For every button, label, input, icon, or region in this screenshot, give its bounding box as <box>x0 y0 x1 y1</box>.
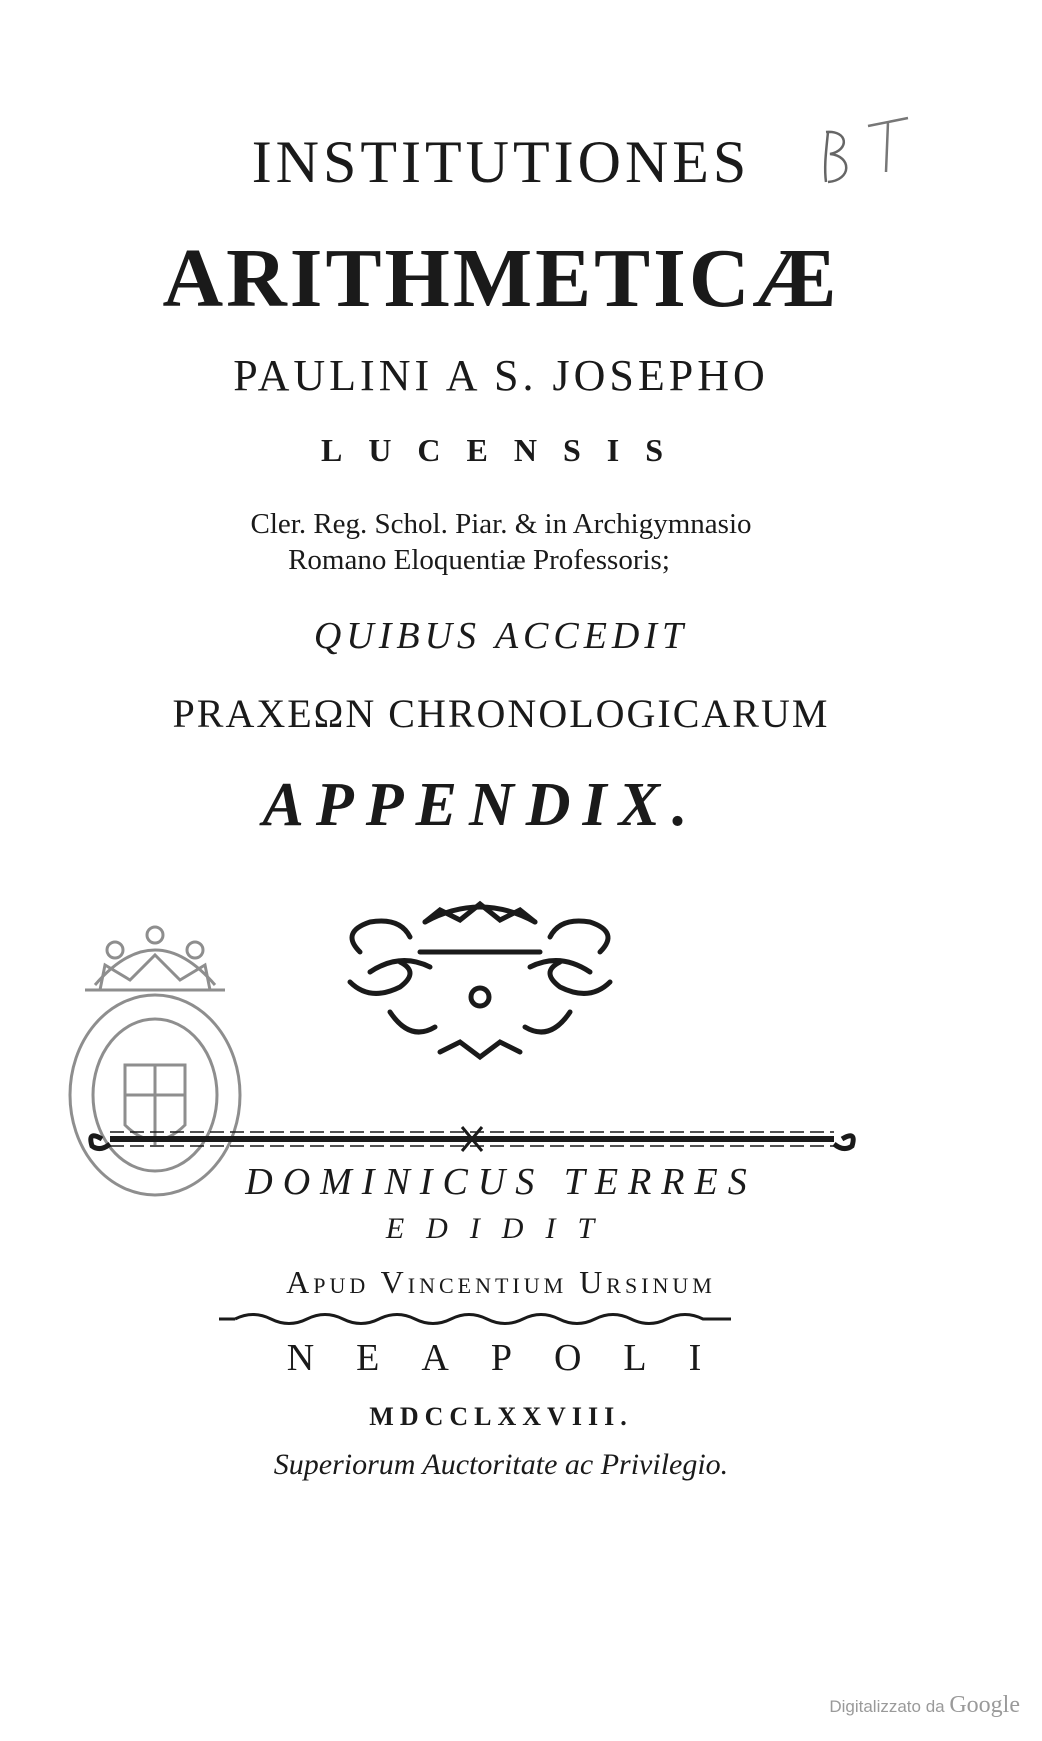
affiliation-line-1: Cler. Reg. Schol. Piar. & in Archigymnasio <box>250 508 752 540</box>
accedit-line: QUIBUS ACCEDIT <box>313 615 689 657</box>
author-line: PAULINI A S. JOSEPHO <box>233 351 769 400</box>
printers-ornament <box>330 892 630 1072</box>
year-line: MDCCLXXVIII. <box>369 1402 633 1431</box>
decorative-rule-small <box>215 1310 735 1328</box>
library-seal-stamp <box>55 895 255 1205</box>
digitization-watermark <box>829 1692 1020 1719</box>
appendix-line: APPENDIX. <box>262 771 700 839</box>
praxeon-line: PRAXEΩN CHRONOLOGICARUM <box>172 691 830 736</box>
watermark-prefix: Digitalizzato da <box>829 1697 950 1716</box>
printer-line: Apud Vincentium Ursinum <box>286 1264 716 1300</box>
affiliation-line-2: Romano Eloquentiæ Professoris; <box>288 544 670 576</box>
title-line-1: INSTITUTIONES <box>251 129 751 195</box>
city-line: NEAPOLI <box>286 1337 744 1379</box>
horizontal-rule-ornamented <box>82 1126 862 1152</box>
edidit-line: EDIDIT <box>385 1212 617 1245</box>
watermark-brand: Google <box>949 1692 1020 1718</box>
privilege-line: Superiorum Auctoritate ac Privilegio. <box>273 1448 729 1481</box>
title-line-2: ARITHMETICÆ <box>162 232 840 325</box>
editor-line: DOMINICUS TERRES <box>245 1161 757 1203</box>
origin-line: LUCENSIS <box>320 432 690 468</box>
handwritten-shelfmark <box>808 112 918 192</box>
